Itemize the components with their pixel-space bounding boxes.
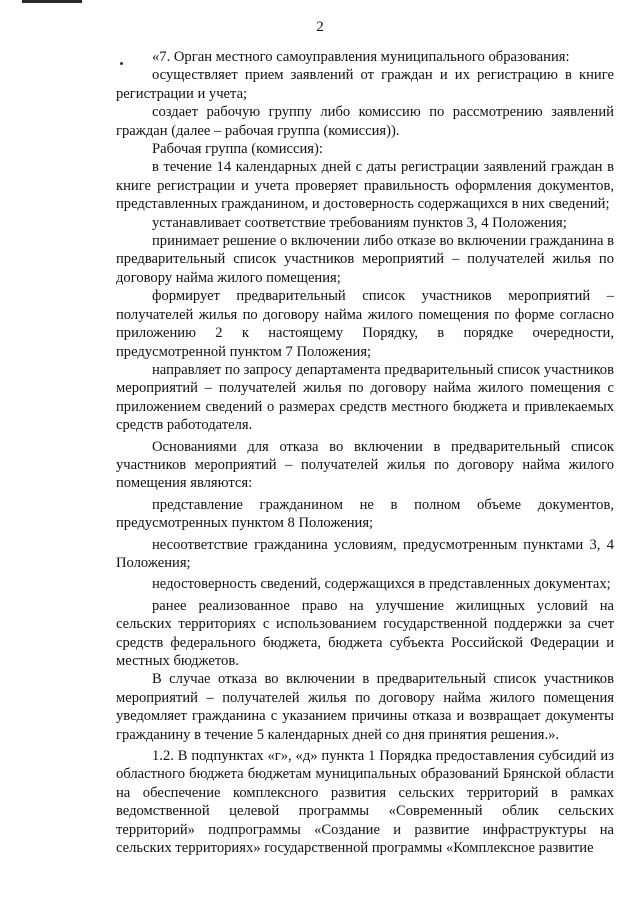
scan-edge-mark	[22, 0, 82, 3]
paragraph: устанавливает соответствие требованиям пунктов 3, 4 Положения;	[152, 214, 567, 231]
paragraph: Основаниями для отказа во включении в предварительный список участников мероприятий – получателей жилья по договору найма жилого помещения являются:	[116, 438, 614, 492]
paragraph: направляет по запросу департамента предварительный список участников мероприятий – получателей жилья по договору найма жилого помещения с приложением сведений о размерах средств местного бюджета и привлекаемых средств работодателя.	[116, 361, 614, 434]
paragraph: ранее реализованное право на улучшение жилищных условий на сельских территориях с использованием государственной поддержки за счет средств федерального бюджета, бюджета субъекта Российской Федерации и местных бюджетов.	[116, 597, 614, 669]
paragraph: представление гражданином не в полном объеме документов, предусмотренных пунктом 8 Положения;	[116, 496, 614, 532]
paragraph: создает рабочую группу либо комиссию по рассмотрению заявлений граждан (далее – рабочая группа (комиссия)).	[116, 104, 614, 139]
paragraph: осуществляет прием заявлений от граждан и их регистрацию в книге регистрации и учета;	[116, 67, 614, 102]
paragraph: формирует предварительный список участников мероприятий – получателей жилья по договору найма жилого помещения по форме согласно приложению 2 к настоящему Порядку, в порядке очередности, предусмотренной пунктом 7 Положения;	[116, 288, 614, 360]
paragraph: В случае отказа во включении в предварительный список участников мероприятий – получателей жилья по договору найма жилого помещения уведомляет гражданина с указанием причины отказа и возвращает документы гражданину в течение 5 календарных дней со дня принятия решения.».	[116, 671, 614, 743]
paragraph: недостоверность сведений, содержащихся в представленных документах;	[152, 576, 611, 593]
paragraph: принимает решение о включении либо отказе во включении гражданина в предварительный список участников мероприятий – получателей жилья по договору найма жилого помещения;	[116, 233, 614, 286]
paragraph: Рабочая группа (комиссия):	[152, 141, 323, 158]
document-body	[116, 48, 614, 857]
paragraph: «7. Орган местного самоуправления муниципального образования:	[152, 49, 570, 65]
paragraph: в течение 14 календарных дней с даты регистрации заявлений граждан в книге регистрации и учета проверяет правильность оформления документов, представленных гражданином, и достоверность содержащихся в них сведений;	[116, 159, 614, 213]
paragraph: 1.2. В подпунктах «г», «д» пункта 1 Порядка предоставления субсидий из областного бюджета бюджетам муниципальных образований Брянской области на обеспечение комплексного развития сельских территорий в рамках ведомственной целевой программы «Современный облик сельских территорий» подпрограммы «Создание и развитие инфраструктуры на сельских территориях» государственной программы «Комплексное развитие	[116, 748, 614, 857]
page-number: 2	[316, 19, 324, 35]
paragraph: несоответствие гражданина условиям, предусмотренным пунктами 3, 4 Положения;	[116, 536, 614, 571]
